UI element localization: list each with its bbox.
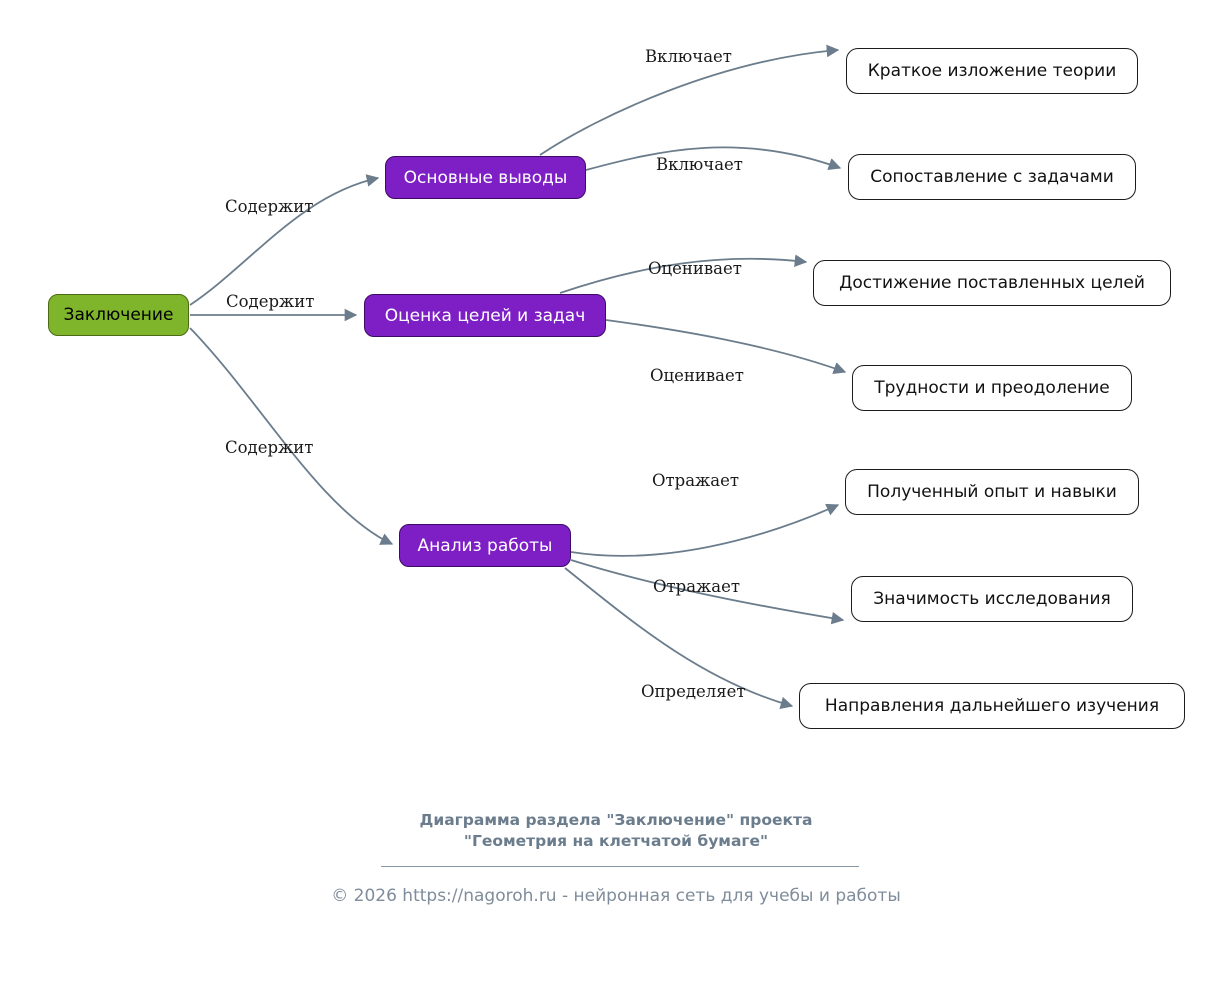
node-leaf-label: Сопоставление с задачами xyxy=(870,167,1114,187)
edge-label-vklyuchaet-1: Включает xyxy=(645,47,732,66)
edge-root-b3 xyxy=(190,328,392,544)
node-leaf-label: Краткое изложение теории xyxy=(867,61,1117,81)
node-leaf-dostizhenie-postavlennyh-celej[interactable] xyxy=(813,260,1171,306)
caption-line-2: "Геометрия на клетчатой бумаге" xyxy=(463,831,769,850)
edge-label-otrazhaet-1: Отражает xyxy=(652,471,739,490)
node-branch-label: Основные выводы xyxy=(403,167,568,188)
node-leaf-label: Направления дальнейшего изучения xyxy=(824,696,1160,716)
node-branch-analiz-raboty[interactable] xyxy=(399,524,571,567)
edge-label-soderzhit-2: Содержит xyxy=(226,292,315,311)
node-leaf-poluchennyj-opyt-i-navyki[interactable] xyxy=(845,469,1139,515)
edge-label-opredelyaet: Определяет xyxy=(641,682,746,701)
node-leaf-label: Значимость исследования xyxy=(873,589,1111,609)
diagram-caption xyxy=(0,810,1232,852)
edge-label-soderzhit-3: Содержит xyxy=(225,438,314,457)
caption-line-1: Диаграмма раздела "Заключение" проекта xyxy=(419,811,813,829)
node-leaf-znachimost-issledovaniya[interactable] xyxy=(851,576,1133,622)
node-leaf-napravleniya-dalnejshego-izucheniya[interactable] xyxy=(799,683,1185,729)
node-branch-label: Оценка целей и задач xyxy=(384,305,586,326)
node-leaf-sopostavlenie-s-zadachami[interactable] xyxy=(848,154,1136,200)
node-branch-label: Анализ работы xyxy=(417,535,553,556)
node-leaf-trudnosti-i-preodolenie[interactable] xyxy=(852,365,1132,411)
node-root-label: Заключение xyxy=(63,305,174,325)
edge-label-vklyuchaet-2: Включает xyxy=(656,155,743,174)
node-leaf-label: Полученный опыт и навыки xyxy=(867,482,1117,502)
node-leaf-label: Трудности и преодоление xyxy=(874,378,1110,398)
edge-label-ocenivaet-2: Оценивает xyxy=(650,366,744,385)
edge-label-ocenivaet-1: Оценивает xyxy=(648,259,742,278)
node-branch-ocenka-celej-i-zadach[interactable] xyxy=(364,294,606,337)
caption-divider xyxy=(381,866,859,867)
edge-b2-l4 xyxy=(606,320,845,372)
node-leaf-label: Достижение поставленных целей xyxy=(839,273,1145,293)
node-root[interactable] xyxy=(48,294,189,336)
edge-label-otrazhaet-2: Отражает xyxy=(653,577,740,596)
edge-label-soderzhit-1: Содержит xyxy=(225,197,314,216)
node-leaf-kratkoe-izlozhenie-teorii[interactable] xyxy=(846,48,1138,94)
node-branch-osnovnye-vyvody[interactable] xyxy=(385,156,586,199)
footer-credit: © 2026 https://nagoroh.ru - нейронная сеть для учебы и работы xyxy=(331,886,901,906)
edge-b3-l5 xyxy=(571,505,838,556)
